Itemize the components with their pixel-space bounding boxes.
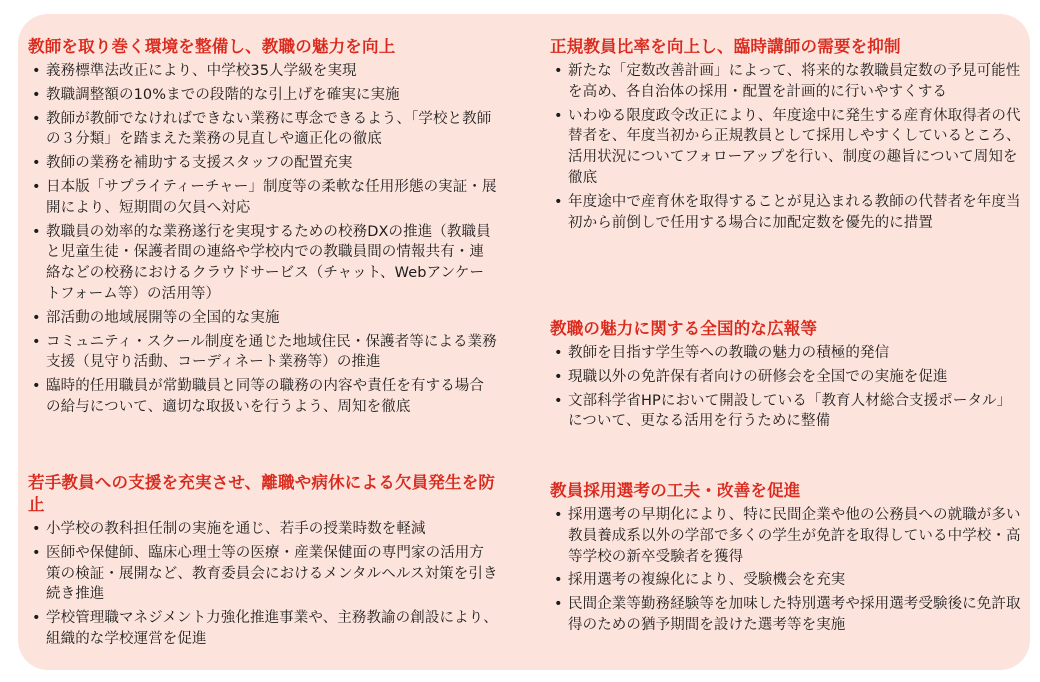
item-text: コミュニティ・スクール制度を通じた地域住民・保護者等による業務支援（見守り活動、コーディネート業務等）の推進	[46, 333, 497, 371]
list-item	[28, 85, 498, 106]
item-text: 文部科学省HPにおいて開設している「教育人材総合支援ポータル」について、更なる活用を行うために整備	[568, 392, 1012, 430]
item-list	[550, 61, 1024, 233]
section-regular-ratio	[550, 36, 1024, 236]
item-list	[28, 61, 498, 418]
bullet-icon: •	[554, 507, 563, 523]
list-item	[550, 343, 1024, 364]
bullet-icon: •	[554, 107, 563, 124]
bullet-icon: •	[32, 178, 41, 195]
bullet-icon: •	[554, 193, 563, 210]
bullet-icon: •	[32, 155, 41, 172]
bullet-icon: •	[554, 368, 563, 385]
list-item	[28, 109, 498, 151]
item-list	[28, 519, 498, 650]
list-item	[28, 376, 498, 418]
list-item	[28, 608, 498, 650]
list-item	[28, 519, 498, 540]
list-item	[28, 222, 498, 305]
bullet-icon: •	[32, 610, 41, 627]
bullet-icon: •	[32, 63, 41, 79]
section-heading: 若手教員への支援を充実させ、離職や病休による欠員発生を防止	[28, 473, 496, 514]
item-text: 採用選考の早期化により、特に民間企業や他の公務員への就職が多い教員養成系以外の学部で多くの学生が免許を取得している中学校・高等学校の新卒受験者を獲得	[568, 507, 1021, 565]
item-text: 民間企業等勤務経験等を加味した特別選考や採用選考受験後に免許取得のための猶予期間を設けた選考等を実施	[568, 596, 1021, 633]
section-heading: 教員採用選考の工夫・改善を促進	[550, 481, 801, 500]
bullet-icon: •	[32, 86, 41, 103]
list-item	[28, 177, 498, 219]
item-text: 学校管理職マネジメント力強化推進事業や、主務教諭の創設により、組織的な学校運営を促進	[46, 610, 498, 647]
section-publicity	[550, 318, 1024, 435]
item-text: 教職員の効率的な業務遂行を実現するための校務DXの推進（教職員と児童生徒・保護者間の連絡や学校内での教職員間の情報共有・連絡などの校務におけるクラウドサービス（チャット、Webアンケートフォーム等）の活用等）	[46, 223, 491, 302]
item-text: 小学校の教科担任制の実施を通じ、若手の授業時数を軽減	[46, 521, 426, 537]
list-item	[550, 505, 1024, 567]
item-list	[550, 343, 1024, 432]
item-text: いわゆる限度政令改正により、年度途中に発生する産育休取得者の代替者を、年度当初から正規教員として採用しやすくしているところ、活用状況についてフォローアップを行い、制度の趣旨について周知を徹底	[568, 107, 1021, 186]
item-text: 教師の業務を補助する支援スタッフの配置充実	[46, 155, 353, 172]
list-item	[550, 391, 1024, 433]
item-text: 年度途中で産育休を取得することが見込まれる教師の代替者を年度当初から前倒しで任用する場合に加配定数を優先的に措置	[568, 193, 1021, 231]
item-list	[550, 505, 1024, 636]
item-text: 教職調整額の10%までの段階的な引上げを確実に実施	[46, 86, 400, 103]
bullet-icon: •	[32, 223, 41, 240]
item-text: 教師を目指す学生等への教職の魅力の積極的発信	[568, 345, 890, 361]
list-item	[550, 594, 1024, 636]
list-item	[550, 106, 1024, 189]
bullet-icon: •	[32, 309, 41, 326]
item-text: 採用選考の複線化により、受験機会を充実	[568, 572, 846, 589]
policy-panel	[18, 14, 1030, 670]
list-item	[28, 308, 498, 329]
list-item	[550, 192, 1024, 234]
list-item	[28, 332, 498, 374]
item-text: 教師が教師でなければできない業務に専念できるよう、「学校と教師の３分類」を踏まえた業務の見直しや適正化の徹底	[46, 110, 492, 148]
bullet-icon: •	[554, 63, 563, 79]
section-young-teachers	[28, 472, 498, 653]
bullet-icon: •	[554, 572, 563, 589]
list-item	[28, 543, 498, 605]
section-heading: 教職の魅力に関する全国的な広報等	[550, 319, 818, 338]
item-text: 新たな「定数改善計画」によって、将来的な教職員定数の予見可能性を高め、各自治体の採用・配置を計画的に行いやすくする	[568, 63, 1021, 100]
bullet-icon: •	[32, 544, 41, 561]
item-text: 部活動の地域展開等の全国的な実施	[46, 309, 280, 326]
item-text: 医師や保健師、臨床心理士等の医療・産業保健面の専門家の活用方策の検証・展開など、教育委員会におけるメンタルヘルス対策を引き続き推進	[46, 544, 498, 603]
section-heading: 教師を取り巻く環境を整備し、教職の魅力を向上	[28, 37, 396, 56]
list-item	[550, 367, 1024, 388]
bullet-icon: •	[32, 521, 41, 537]
list-item	[28, 153, 498, 174]
item-text: 現職以外の免許保有者向けの研修会を全国での実施を促進	[568, 368, 948, 385]
item-text: 日本版「サプライティーチャー」制度等の柔軟な任用形態の実証・展開により、短期間の欠員へ対応	[46, 178, 497, 216]
bullet-icon: •	[554, 596, 563, 613]
item-text: 臨時的任用職員が常勤職員と同等の職務の内容や責任を有する場合の給与について、適切な取扱いを行うよう、周知を徹底	[46, 378, 484, 415]
list-item	[550, 570, 1024, 591]
list-item	[28, 61, 498, 82]
list-item	[550, 61, 1024, 103]
section-environment	[28, 36, 498, 421]
bullet-icon: •	[554, 392, 563, 409]
bullet-icon: •	[554, 345, 563, 361]
section-recruitment	[550, 480, 1024, 639]
item-text: 義務標準法改正により、中学校35人学級を実現	[46, 63, 357, 79]
section-heading: 正規教員比率を向上し、臨時講師の需要を抑制	[550, 37, 901, 56]
bullet-icon: •	[32, 378, 41, 395]
bullet-icon: •	[32, 333, 41, 350]
bullet-icon: •	[32, 110, 41, 127]
